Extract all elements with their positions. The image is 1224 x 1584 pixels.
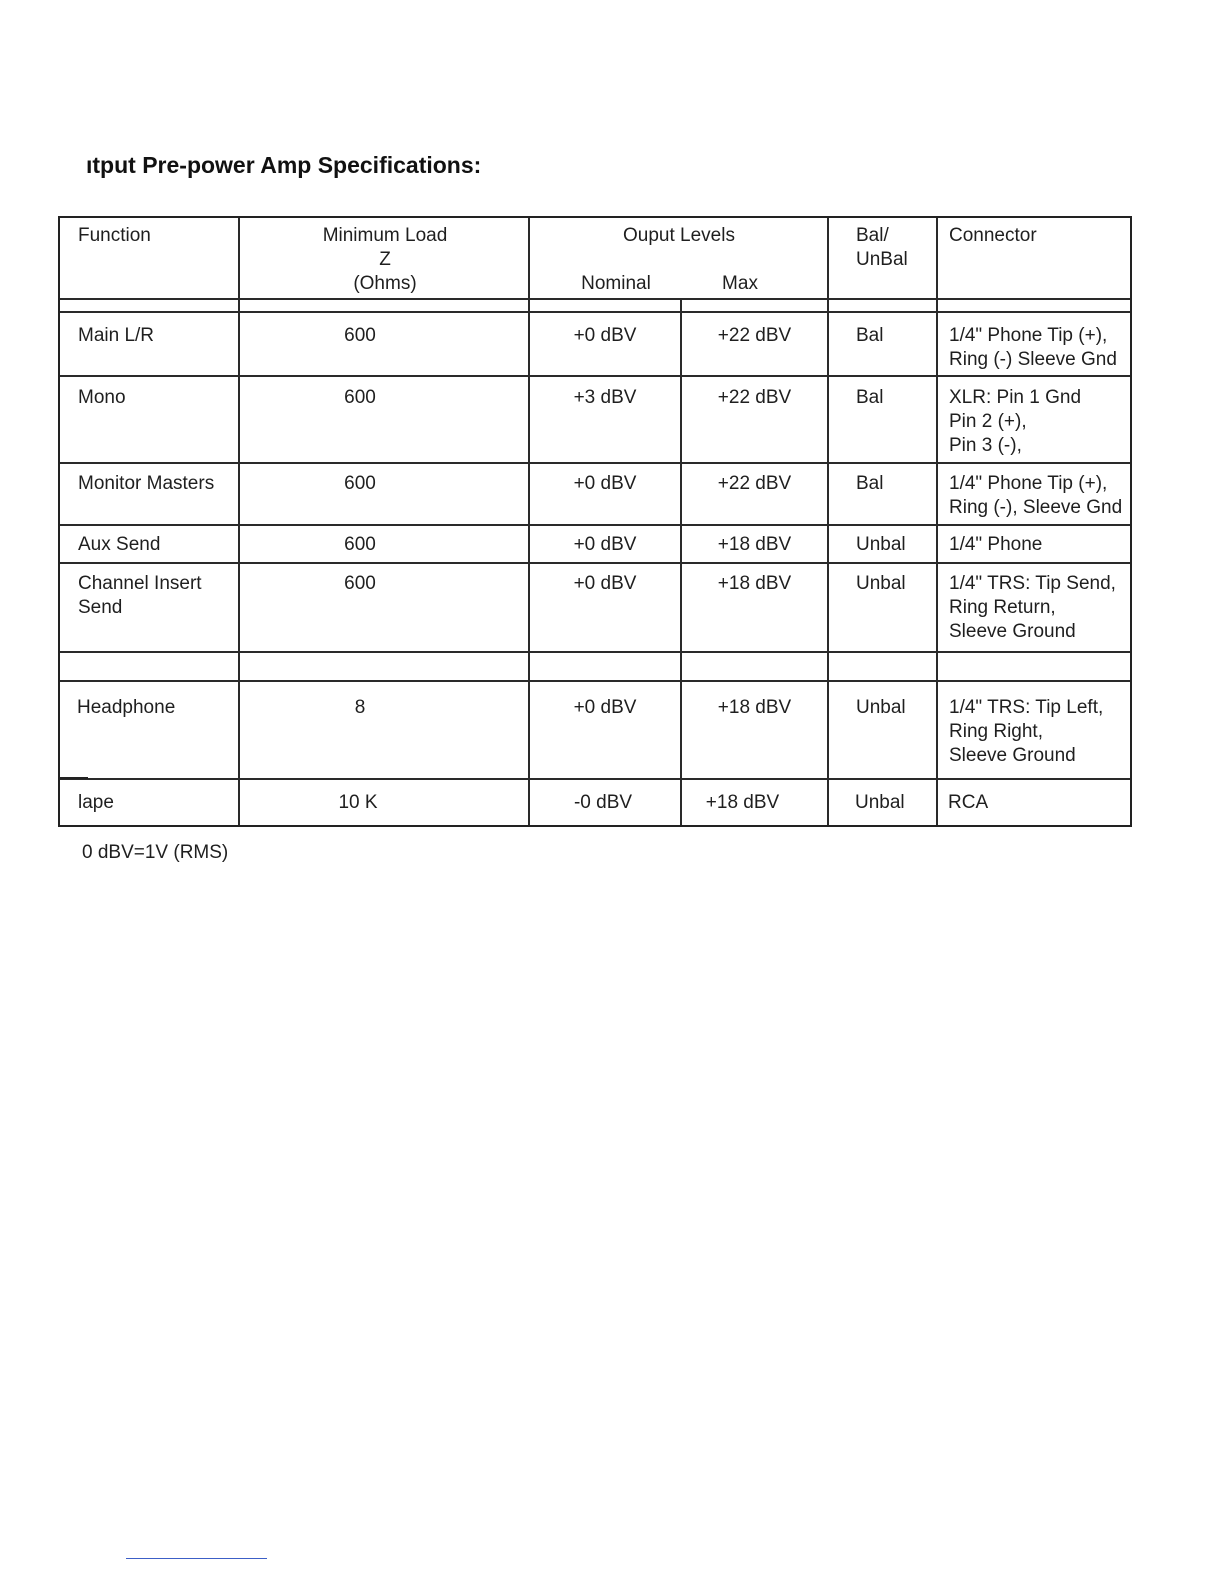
cell-bal: Bal [856,387,884,408]
cell-bal: Bal [856,325,884,346]
cell-connector: 1/4" Phone [949,534,1043,555]
cell-connector: 1/4" TRS: Tip Send, Ring Return, Sleeve Ground [949,573,1116,642]
cell-load: 600 [344,573,376,594]
row-rule [60,778,1130,780]
cell-load: 600 [344,387,376,408]
cell-max: +22 dBV [717,473,792,494]
row-rule [60,462,1130,464]
cell-nominal: +0 dBV [573,573,637,594]
cell-function: lape [78,792,114,813]
cell-function: Aux Send [78,534,161,555]
output-spec-table [58,216,1132,827]
cell-connector: XLR: Pin 1 Gnd Pin 2 (+), Pin 3 (-), [949,387,1082,456]
cell-bal: Bal [856,473,884,494]
header-function: Function [78,225,151,246]
cell-max: +18 dBV [717,573,792,594]
cell-bal: Unbal [855,792,905,813]
cell-nominal: +0 dBV [573,325,637,346]
cell-function: Mono [78,387,126,408]
cell-connector: 1/4" TRS: Tip Left, Ring Right, Sleeve Ground [949,697,1104,766]
cell-max: +22 dBV [717,387,792,408]
cell-function: Headphone [77,697,176,718]
header-max: Max [722,273,758,294]
cell-connector: RCA [948,792,989,813]
cell-load: 10 K [338,792,378,813]
footnote: 0 dBV=1V (RMS) [82,842,229,863]
cell-connector: 1/4" Phone Tip (+), Ring (-), Sleeve Gnd [949,473,1123,518]
page-title: ıtput Pre-power Amp Specifications: [86,152,482,178]
header-bal-unbal: Bal/ UnBal [856,225,908,270]
bottom-rule [126,1558,267,1559]
cell-load: 8 [354,697,366,718]
cell-max: +22 dBV [717,325,792,346]
cell-bal: Unbal [856,534,906,555]
column-rule [827,218,829,825]
cell-function: Monitor Masters [78,473,215,494]
row-rule [60,562,1130,564]
cell-load: 600 [344,534,376,555]
header-output-levels: Ouput Levels [623,225,735,246]
header-minimum-load: Minimum Load Z (Ohms) [322,225,448,294]
row-rule [60,524,1130,526]
cell-connector: 1/4" Phone Tip (+), Ring (-) Sleeve Gnd [949,325,1117,370]
cell-nominal: -0 dBV [573,792,633,813]
cell-load: 600 [344,325,376,346]
row-rule [60,375,1130,377]
cell-load: 600 [344,473,376,494]
header-rule-lower [60,311,1130,313]
cell-max: +18 dBV [705,792,780,813]
cell-function: Channel Insert Send [78,573,202,618]
column-rule [528,218,530,825]
cell-bal: Unbal [856,697,906,718]
header-connector: Connector [949,225,1037,246]
column-rule [238,218,240,825]
cell-bal: Unbal [856,573,906,594]
cell-function: Main L/R [78,325,155,346]
cell-max: +18 dBV [717,697,792,718]
header-nominal: Nominal [581,273,651,294]
cell-nominal: +0 dBV [573,473,637,494]
cell-nominal: +0 dBV [573,697,637,718]
scan-artifact-mark [58,777,88,779]
cell-max: +18 dBV [717,534,792,555]
cell-nominal: +3 dBV [573,387,637,408]
column-rule [936,218,938,825]
column-rule-nominal-max [680,300,682,825]
row-rule [60,680,1130,682]
row-rule [60,651,1130,653]
cell-nominal: +0 dBV [573,534,637,555]
header-rule-upper [60,298,1130,300]
